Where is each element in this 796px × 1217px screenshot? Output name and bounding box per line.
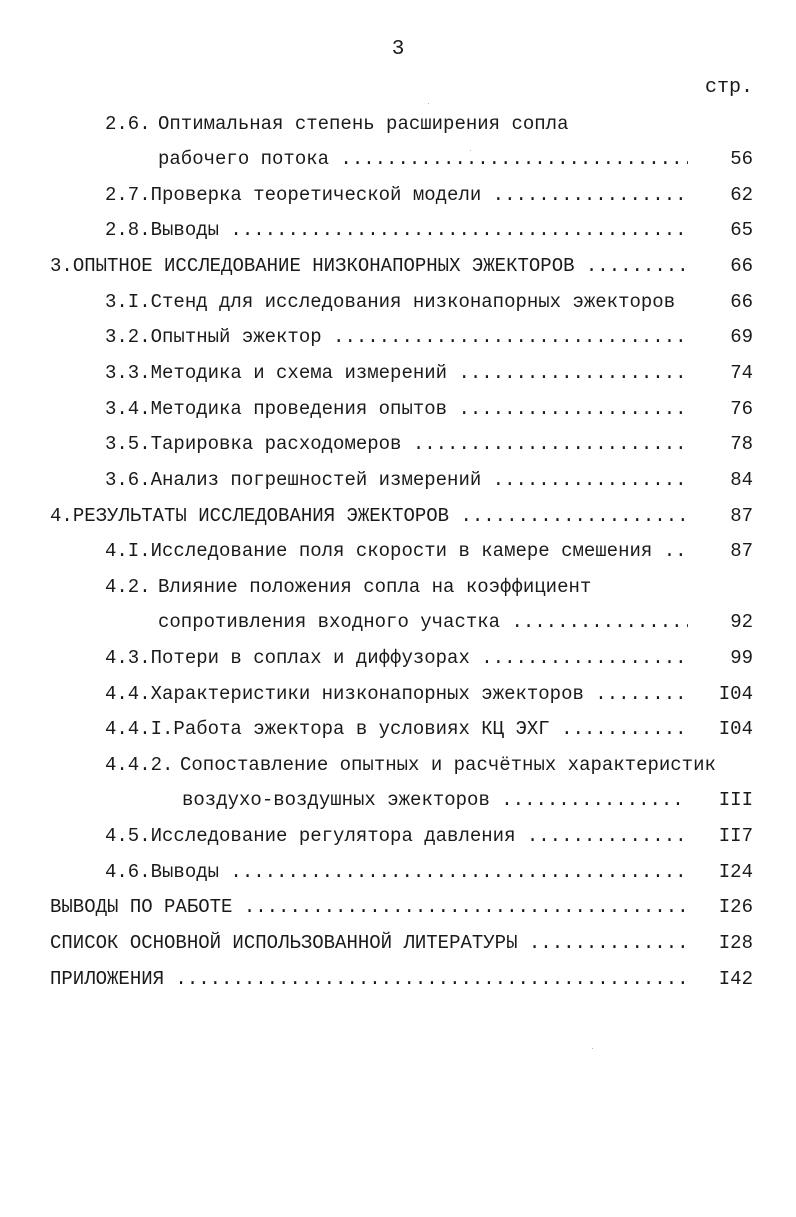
toc-entry xyxy=(105,289,688,315)
toc-entry-page: I26 xyxy=(718,896,753,918)
toc-entry-title-wrap xyxy=(50,930,688,956)
toc-entry xyxy=(105,823,688,849)
toc-entry-title-wrap xyxy=(158,111,753,137)
toc-entry-page: 87 xyxy=(730,505,753,527)
toc-entry-title-wrap xyxy=(151,217,688,243)
toc-entry-title-wrap xyxy=(151,324,688,350)
toc-entry-title-wrap xyxy=(73,503,688,529)
toc-entry-title: Работа эжектора в условиях КЦ ЭХГ xyxy=(173,718,550,740)
toc-entry xyxy=(105,360,688,386)
scan-speck xyxy=(428,103,429,104)
toc-entry-title: рабочего потока xyxy=(158,148,330,170)
toc-entry-number: 4.6. xyxy=(105,861,151,883)
toc-entry-page: 62 xyxy=(730,184,753,206)
toc-entry-page: I24 xyxy=(718,861,753,883)
toc-entry-title: Опытный эжектор xyxy=(150,326,322,348)
toc-entry-title: Тарировка расходомеров xyxy=(150,433,402,455)
page-number: 3 xyxy=(391,38,405,61)
toc-entry-title-wrap xyxy=(151,289,688,315)
toc-entry-title: ПРИЛОЖЕНИЯ xyxy=(50,968,165,990)
toc-entry-number: 3. xyxy=(50,255,73,277)
toc-entry-title-wrap xyxy=(151,182,688,208)
toc-entry xyxy=(105,752,753,778)
toc-entry-title-wrap xyxy=(151,859,688,885)
toc-entry xyxy=(50,503,688,529)
toc-entry xyxy=(50,253,688,279)
toc-entry xyxy=(105,574,753,600)
toc-entry xyxy=(50,894,688,920)
toc-entry-page: 56 xyxy=(730,148,753,170)
toc-entry-title-wrap xyxy=(50,894,688,920)
toc-entry xyxy=(50,930,688,956)
toc-entry xyxy=(105,681,688,707)
toc-entry-number: 3.2. xyxy=(105,326,151,348)
toc-entry-title: Стенд для исследования низконапорных эжекторов xyxy=(150,291,676,313)
toc-entry-page: I04 xyxy=(718,718,753,740)
toc-entry-title: Исследование регулятора давления xyxy=(150,825,516,847)
toc-entry xyxy=(105,645,688,671)
toc-entry-title: Методика и схема измерений xyxy=(150,362,448,384)
toc-entry-page: I42 xyxy=(718,968,753,990)
toc-entry-page: II7 xyxy=(718,825,753,847)
toc-entry xyxy=(105,431,688,457)
toc-entry xyxy=(105,716,688,742)
toc-entry-title: Выводы xyxy=(150,219,220,241)
toc-entry xyxy=(158,146,688,172)
toc-entry-number: 2.8. xyxy=(105,219,151,241)
toc-entry-number: 2.6. xyxy=(105,113,151,135)
toc-entry-title-wrap xyxy=(73,253,688,279)
toc-entry-title-wrap xyxy=(182,787,688,813)
toc-entry-title-wrap xyxy=(158,609,688,635)
toc-entry-title: ОПЫТНОЕ ИССЛЕДОВАНИЕ НИЗКОНАПОРНЫХ ЭЖЕКТОРОВ xyxy=(72,255,575,277)
toc-entry-title-wrap xyxy=(151,467,688,493)
toc-entry-title: Методика проведения опытов xyxy=(150,398,448,420)
toc-entry-title-wrap xyxy=(173,716,688,742)
toc-entry-number: 4.3. xyxy=(105,647,151,669)
toc-entry-number: 4. xyxy=(50,505,73,527)
toc-entry-title: Оптимальная степень расширения сопла xyxy=(158,113,569,135)
toc-entry-number: 4.4. xyxy=(105,683,151,705)
toc-entry-title-wrap xyxy=(151,360,688,386)
toc-entry xyxy=(182,787,688,813)
toc-entry-number: 4.5. xyxy=(105,825,151,847)
toc-entry-title: Проверка теоретической модели xyxy=(150,184,482,206)
toc-entry-number: 3.5. xyxy=(105,433,151,455)
toc-entry-page: I04 xyxy=(718,683,753,705)
toc-entry-title-wrap xyxy=(158,146,688,172)
toc-entry-number: 3.6. xyxy=(105,469,151,491)
toc-entry-number: 3.4. xyxy=(105,398,151,420)
toc-entry-page: 84 xyxy=(730,469,753,491)
scan-speck xyxy=(470,150,471,151)
toc-entry-number: 4.4.I. xyxy=(105,718,174,740)
toc-entry xyxy=(105,111,753,137)
toc-entry xyxy=(105,859,688,885)
toc-entry-page: 74 xyxy=(730,362,753,384)
toc-entry-title-wrap xyxy=(151,645,688,671)
toc-entry-page: 99 xyxy=(730,647,753,669)
toc-entry-page: I28 xyxy=(718,932,753,954)
toc-entry xyxy=(50,966,688,992)
toc-entry-title: сопротивления входного участка xyxy=(158,611,501,633)
scan-speck xyxy=(592,1048,593,1049)
toc-entry xyxy=(105,538,688,564)
toc-entry-number: 3.3. xyxy=(105,362,151,384)
toc-entry-title: ВЫВОДЫ ПО РАБОТЕ xyxy=(50,896,233,918)
toc-entry-title: Выводы xyxy=(150,861,220,883)
toc-entry-page: 92 xyxy=(730,611,753,633)
toc-entry-page: 66 xyxy=(730,255,753,277)
toc-entry-title: Характеристики низконапорных эжекторов xyxy=(150,683,584,705)
toc-entry-number: 4.I. xyxy=(105,540,151,562)
toc-entry-title-wrap xyxy=(151,396,688,422)
toc-entry-number: 2.7. xyxy=(105,184,151,206)
toc-entry-title-wrap xyxy=(50,966,688,992)
toc-entry xyxy=(105,396,688,422)
toc-entry-title-wrap xyxy=(180,752,753,778)
toc-entry-number: 3.I. xyxy=(105,291,151,313)
toc-entry-title-wrap xyxy=(151,538,688,564)
toc-entry-page: III xyxy=(718,789,753,811)
toc-entry-page: 87 xyxy=(730,540,753,562)
toc-entry xyxy=(105,182,688,208)
toc-entry-title: РЕЗУЛЬТАТЫ ИССЛЕДОВАНИЯ ЭЖЕКТОРОВ xyxy=(72,505,450,527)
toc-entry xyxy=(105,324,688,350)
toc-entry-title: Сопоставление опытных и расчётных характеристик xyxy=(180,754,716,776)
toc-entry-title: воздухо-воздушных эжекторов xyxy=(182,789,490,811)
toc-entry-page: 65 xyxy=(730,219,753,241)
toc-entry-title-wrap xyxy=(151,823,688,849)
toc-entry-number: 4.2. xyxy=(105,576,151,598)
toc-entry xyxy=(105,467,688,493)
toc-entry-number: 4.4.2. xyxy=(105,754,174,776)
toc-entry-title-wrap xyxy=(151,431,688,457)
toc-entry-page: 76 xyxy=(730,398,753,420)
toc-entry xyxy=(158,609,688,635)
toc-entry xyxy=(105,217,688,243)
toc-entry-title-wrap xyxy=(158,574,753,600)
page-column-label: стр. xyxy=(704,76,753,99)
toc-entry-title: Потери в соплах и диффузорах xyxy=(150,647,470,669)
toc-entry-page: 69 xyxy=(730,326,753,348)
toc-entry-title-wrap xyxy=(151,681,688,707)
toc-entry-title: СПИСОК ОСНОВНОЙ ИСПОЛЬЗОВАННОЙ ЛИТЕРАТУРЫ xyxy=(50,932,518,954)
toc-entry-page: 78 xyxy=(730,433,753,455)
toc-entry-page: 66 xyxy=(730,291,753,313)
toc-entry-title: Исследование поля скорости в камере смешения xyxy=(150,540,653,562)
toc-entry-title: Анализ погрешностей измерений xyxy=(150,469,482,491)
toc-entry-title: Влияние положения сопла на коэффициент xyxy=(158,576,592,598)
